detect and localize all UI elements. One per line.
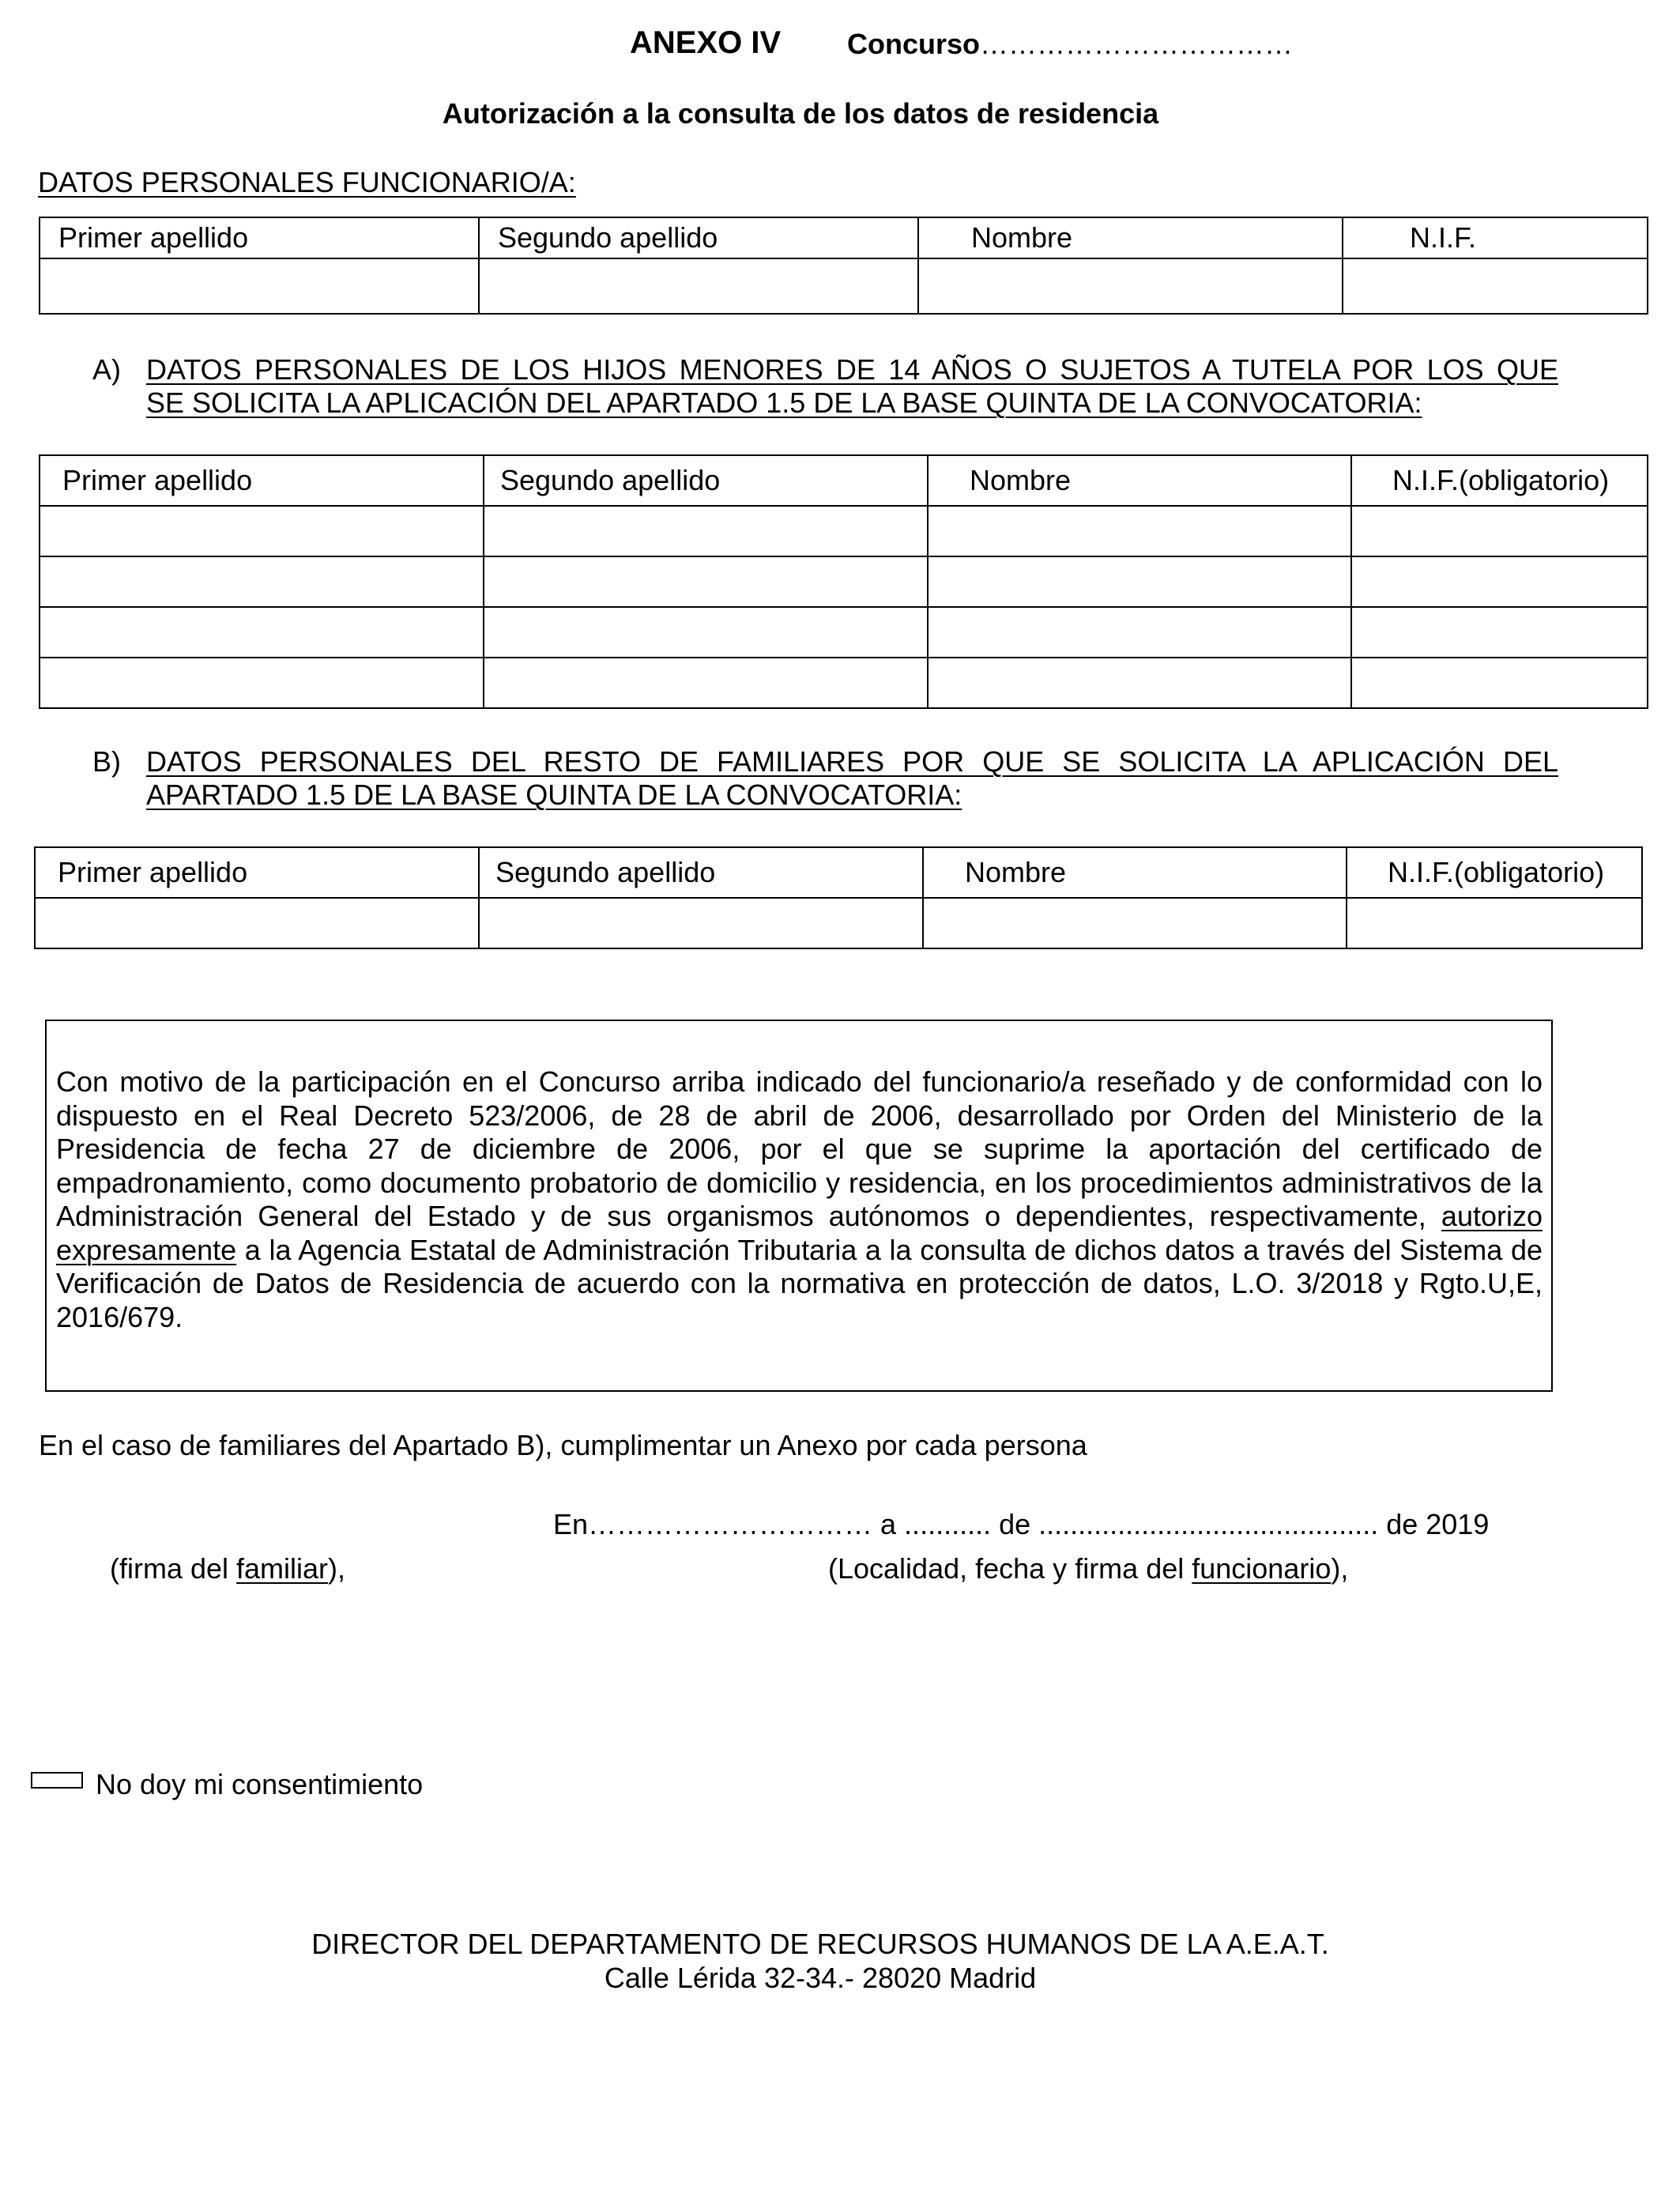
children-table	[39, 454, 1648, 709]
annex-title: ANEXO IV	[630, 25, 782, 60]
relatives-header-row	[35, 847, 1642, 898]
familiar-signature-word: familiar	[236, 1552, 329, 1585]
child-second-surname-cell[interactable]	[484, 658, 928, 708]
concurso-dots: ……………………………	[980, 28, 1294, 60]
familiar-signature-prefix: (firma del	[110, 1552, 237, 1585]
child-nif-cell[interactable]	[1351, 607, 1648, 658]
footer-address: Calle Lérida 32-34.- 28020 Madrid	[604, 1962, 1037, 1994]
section-a-heading-line1: DATOS PERSONALES DE LOS HIJOS MENORES DE 14 AÑOS O SUJETOS A TUTELA POR LOS QUE	[146, 353, 1558, 386]
children-row	[40, 658, 1648, 708]
funcionario-table	[39, 217, 1648, 315]
no-consent-checkbox[interactable]	[31, 1772, 83, 1789]
funcionario-col-header: Primer apellido	[40, 217, 479, 258]
child-first-surname-cell[interactable]	[40, 556, 484, 607]
funcionario-nif-cell[interactable]	[1343, 258, 1648, 314]
funcionario-first-surname-cell[interactable]	[40, 258, 479, 314]
child-first-surname-cell[interactable]	[40, 607, 484, 658]
funcionario-heading: DATOS PERSONALES FUNCIONARIO/A:	[38, 166, 576, 198]
concurso-label: Concurso	[847, 28, 981, 60]
footer-addressee: DIRECTOR DEL DEPARTAMENTO DE RECURSOS HUMANOS DE LA A.E.A.T.	[311, 1928, 1329, 1960]
document-title: Autorización a la consulta de los datos de residencia	[442, 97, 1159, 130]
section-b-heading-line2: APARTADO 1.5 DE LA BASE QUINTA DE LA CONVOCATORIA:	[146, 778, 962, 811]
relatives-col-header: Primer apellido	[35, 847, 479, 898]
child-second-surname-cell[interactable]	[484, 506, 928, 556]
funcionario-signature-prefix: (Localidad, fecha y firma del	[828, 1552, 1192, 1585]
children-header-row	[40, 455, 1648, 506]
section-b-heading-line1: DATOS PERSONALES DEL RESTO DE FAMILIARES POR QUE SE SOLICITA LA APLICACIÓN DEL	[146, 745, 1558, 778]
authorization-text-start: Con motivo de la participación en el Concurso arriba indicado del funcionario/a reseñado y de conformidad con lo dispuesto en el Real Decreto 523/2006, de 28 de abril de 2006, desarrollado por Orden del Ministerio de la Presidencia de fecha 27 de diciembre de 2006, por el que se suprime la aportación del certificado de empadronamiento, como documento probatorio de domicilio y residencia, en los procedimientos administrativos de la Administración General del Estado y de sus organismos autónomos o dependientes, respectivamente,	[56, 1065, 1543, 1232]
funcionario-col-header: Segundo apellido	[479, 217, 918, 258]
authorization-emphasis: autorizo expresamente	[56, 1200, 1543, 1266]
familiar-signature-label	[110, 1551, 345, 1586]
authorization-text	[56, 1065, 1543, 1334]
children-row	[40, 607, 1648, 658]
per-person-note: En el caso de familiares del Apartado B), cumplimentar un Anexo por cada persona	[39, 1429, 1087, 1461]
section-a-heading-line2: SE SOLICITA LA APLICACIÓN DEL APARTADO 1.5 DE LA BASE QUINTA DE LA CONVOCATORIA:	[146, 386, 1422, 419]
children-col-header: Segundo apellido	[484, 455, 928, 506]
children-col-header: Nombre	[928, 455, 1351, 506]
child-nif-cell[interactable]	[1351, 556, 1648, 607]
funcionario-col-header: Nombre	[918, 217, 1343, 258]
children-col-header: Primer apellido	[40, 455, 484, 506]
child-second-surname-cell[interactable]	[484, 556, 928, 607]
children-row	[40, 506, 1648, 556]
funcionario-name-cell[interactable]	[918, 258, 1343, 314]
concurso-field	[847, 27, 1293, 62]
section-a-marker: A)	[92, 353, 121, 386]
relative-nif-cell[interactable]	[1347, 898, 1642, 948]
no-consent-label: No doy mi consentimiento	[96, 1768, 424, 1800]
familiar-signature-suffix: ),	[328, 1552, 346, 1585]
children-col-header: N.I.F.(obligatorio)	[1351, 455, 1648, 506]
child-name-cell[interactable]	[928, 607, 1351, 658]
authorization-box	[45, 1020, 1553, 1392]
funcionario-header-row	[40, 217, 1648, 258]
child-name-cell[interactable]	[928, 658, 1351, 708]
funcionario-signature-label	[828, 1551, 1348, 1586]
child-nif-cell[interactable]	[1351, 658, 1648, 708]
relatives-col-header: Segundo apellido	[479, 847, 923, 898]
relatives-col-header: N.I.F.(obligatorio)	[1347, 847, 1642, 898]
children-row	[40, 556, 1648, 607]
child-name-cell[interactable]	[928, 556, 1351, 607]
funcionario-input-row	[40, 258, 1648, 314]
relatives-col-header: Nombre	[923, 847, 1347, 898]
funcionario-signature-word: funcionario	[1192, 1552, 1332, 1585]
authorization-text-end: a la Agencia Estatal de Administración Tributaria a la consulta de dichos datos a través del Sistema de Verificación de Datos de Residencia de acuerdo con la normativa en protección de datos, L.O. 3/2018 y Rgto.U,E, 2016/679.	[56, 1233, 1543, 1333]
child-name-cell[interactable]	[928, 506, 1351, 556]
relatives-row	[35, 898, 1642, 948]
relative-first-surname-cell[interactable]	[35, 898, 479, 948]
relatives-table	[34, 846, 1643, 949]
place-date-line: En………………………… a ........... de ........................................... de 2019	[553, 1508, 1490, 1540]
funcionario-signature-suffix: ),	[1331, 1552, 1349, 1585]
child-first-surname-cell[interactable]	[40, 506, 484, 556]
relative-second-surname-cell[interactable]	[479, 898, 923, 948]
child-second-surname-cell[interactable]	[484, 607, 928, 658]
child-nif-cell[interactable]	[1351, 506, 1648, 556]
relative-name-cell[interactable]	[923, 898, 1347, 948]
funcionario-col-header: N.I.F.	[1343, 217, 1648, 258]
section-b-marker: B)	[92, 745, 121, 778]
child-first-surname-cell[interactable]	[40, 658, 484, 708]
funcionario-second-surname-cell[interactable]	[479, 258, 918, 314]
